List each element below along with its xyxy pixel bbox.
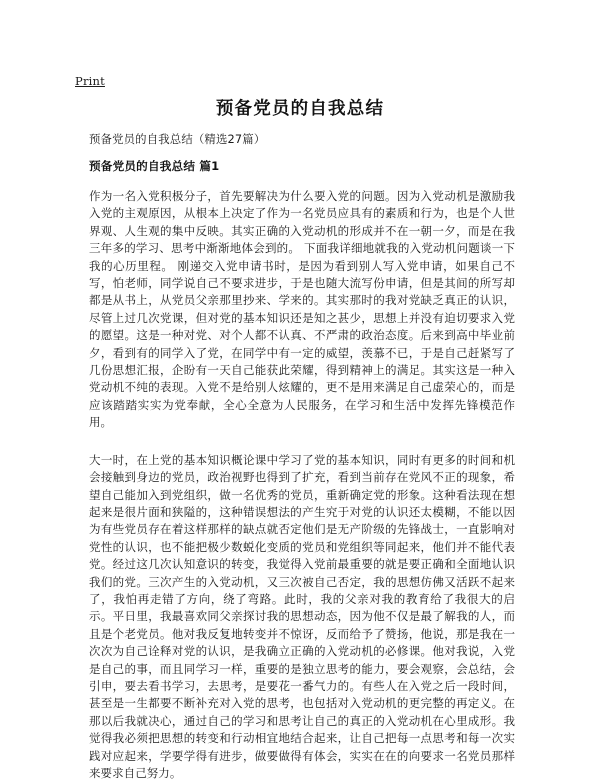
paragraph: 大一时，在上党的基本知识概论课中学习了党的基本知识，同时有更多的时间和机会接触到身边的党员，政治视野也得到了扩充，看到当前存在党风不正的现象，希望自己能加入到党组织，做一名优秀的党员，重新确定党的形象。这种看法现在想起来是很片面和狭隘的，这种错误想法的产生究于对党的认识还太模糊，不能以因为有些党员存在着这样那样的缺点就否定他们是无产阶级的先锋战士，一直影响对党性的认识，也不能把极少数蜕化变质的党员和党组织等同起来，他们并不能代表党。经过这几次认知意识的转变，我觉得入党前最重要的就是要正确和全面地认识我们的党。三次产生的入党动机，又三次被自己否定，我的思想仿佛又活跃不起来了，我怕再走错了方向，绕了弯路。此时，我的父亲对我的教育给了我很大的启示。平日里，我最喜欢同父亲探讨我的思想动态，因为他不仅是最了解我的人，而且是个老党员。他对我反复地转变并不惊讶，反而给予了赞扬，他说，那是我在一次次为自己诠释对党的认识，是我确立正确的入党动机的必修课。他对我说，入党是自己的事，而且同学习一样，重要的是独立思考的能力，要会观察，会总结，会引申，要去看书学习，去思考，是要花一番气力的。有些人在入党之后一段时间，甚至是一生都要不断补充对入党的思考，也包括对入党动机的更完整的再定义。在那以后我就决心，通过自己的学习和思考让自己的真正的入党动机在心里成形。我觉得我必须把思想的转变和行动相宜地结合起来，让自己把每一点思考和每一次实践对应起来，学要学得有进步，做要做得有体会，实实在在的向要求一名党员那样来要求自己努力。 [89, 452, 515, 780]
article-content [89, 188, 515, 782]
paragraph: 作为一名入党积极分子，首先要解决为什么要入党的问题。因为入党动机是激励我入党的主观原因，从根本上决定了作为一名党员应具有的素质和行为，也是个人世界观、人生观的集中反映。其实正确的入党动机的形成并不在一朝一夕，而是在我三年多的学习、思考中渐渐地体会到的。 下面我详细地就我的入党动机问题谈一下我的心历里程。 刚递交入党申请书时，是因为看到别人写入党申请，如果自己不写，怕老师，同学说自己不要求进步，于是也随大流写份申请，但是其间的所写却都是从书上，从党员父亲那里抄来、学来的。其实那时的我对党缺乏真正的认识，尽管上过几次党课，但对党的基本知识还是知之甚少，思想上并没有迫切要求入党的愿望。这是一种对党、对个人都不认真、不严肃的政治态度。后来到高中毕业前夕，看到有的同学入了党，在同学中有一定的威望，羡慕不已，于是自己赶紧写了几份思想汇报，企盼有一天自己能获此荣耀，得到精神上的满足。其实这是一种入党动机不纯的表现。入党不是给别人炫耀的，更不是用来满足自己虚荣心的，而是应该踏踏实实为党奉献，全心全意为人民服务，在学习和生活中发挥先锋模范作用。 [89, 189, 515, 430]
document-subtitle: 预备党员的自我总结（精选27篇） [89, 132, 266, 146]
print-link[interactable]: Print [75, 74, 105, 88]
page-title: 预备党员的自我总结 [215, 99, 385, 119]
section-heading: 预备党员的自我总结 篇1 [89, 159, 220, 173]
